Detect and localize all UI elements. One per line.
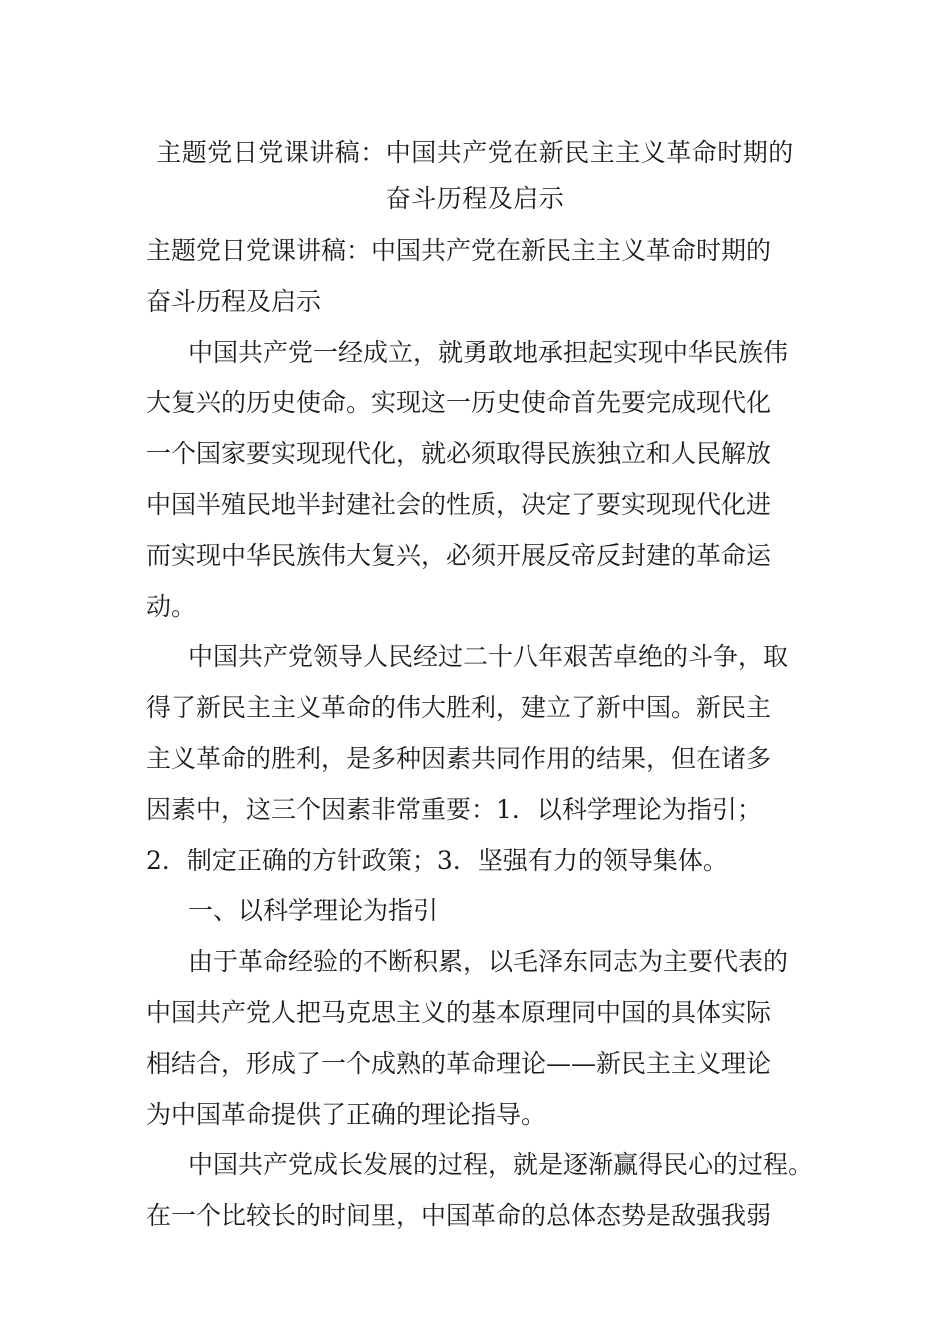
body-line: 大复兴的历史使命。实现这一历史使命首先要完成现代化 <box>146 388 772 418</box>
section-heading: 一、以科学理论为指引 <box>188 896 439 926</box>
body-line: 一个国家要实现现代化，就必须取得民族独立和人民解放 <box>146 439 772 469</box>
body-line: 主义革命的胜利，是多种因素共同作用的结果，但在诸多 <box>146 743 772 773</box>
body-line: 动。 <box>146 591 197 621</box>
body-line: 得了新民主主义革命的伟大胜利，建立了新中国。新民主 <box>146 693 772 723</box>
body-line: 因素中，这三个因素非常重要：1．以科学理论为指引； <box>146 794 762 824</box>
body-line: 中国共产党成长发展的过程，就是逐渐赢得民心的过程。 <box>188 1150 814 1180</box>
body-line: 由于革命经验的不断积累，以毛泽东同志为主要代表的 <box>188 947 789 977</box>
body-line: 相结合，形成了一个成熟的革命理论——新民主主义理论 <box>146 1048 772 1078</box>
body-line: 2．制定正确的方针政策；3．坚强有力的领导集体。 <box>146 845 728 875</box>
body-line: 中国共产党领导人民经过二十八年艰苦卓绝的斗争，取 <box>188 642 789 672</box>
title-line: 主题党日党课讲稿：中国共产党在新民主主义革命时期的 <box>156 138 794 167</box>
title-line: 奋斗历程及启示 <box>385 184 565 213</box>
document-title <box>120 130 830 222</box>
body-line: 而实现中华民族伟大复兴，必须开展反帝反封建的革命运 <box>146 540 772 570</box>
body-line: 中国共产党一经成立，就勇敢地承担起实现中华民族伟 <box>188 337 789 367</box>
body-line: 中国共产党人把马克思主义的基本原理同中国的具体实际 <box>146 997 772 1027</box>
body-line: 在一个比较长的时间里，中国革命的总体态势是敌强我弱 <box>146 1201 772 1231</box>
document-body <box>146 226 826 1242</box>
body-line: 中国半殖民地半封建社会的性质，决定了要实现现代化进 <box>146 489 772 519</box>
body-line: 奋斗历程及启示 <box>146 286 322 316</box>
body-line: 主题党日党课讲稿：中国共产党在新民主主义革命时期的 <box>146 236 772 265</box>
body-line: 为中国革命提供了正确的理论指导。 <box>146 1099 547 1129</box>
